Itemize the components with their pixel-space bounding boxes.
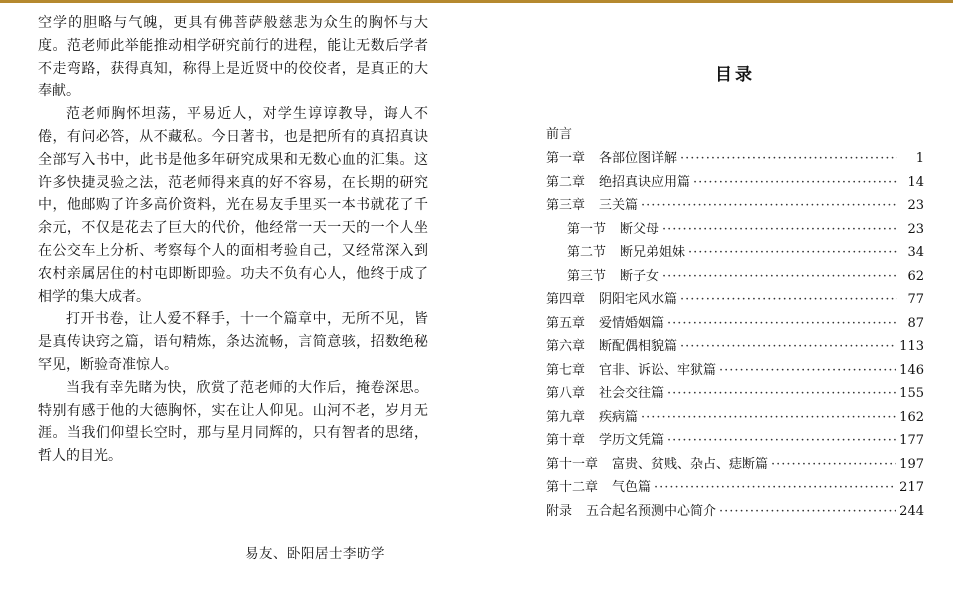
toc-chapter-label: 第四章 [546,292,586,307]
toc-chapter-label: 第三节 [567,268,607,284]
toc-entry-name: 学历文凭篇 [599,433,665,448]
toc-leader-dots [719,504,896,519]
toc-chapter-label: 第十一章 [546,456,599,472]
toc-chapter-label: 第二节 [567,245,607,260]
toc-entry [546,476,924,500]
paragraph-4: 当我有幸先睹为快，欣赏了范老师的大作后，掩卷深思。特别有感于他的大德胸怀，实在让人仰见。山河不老，岁月无涯。当我们仰望长空时，那与星月同辉的，只有智者的思绪，哲人的目光。 [38,379,428,465]
top-border-rule [0,0,953,3]
toc-chapter-label: 第七章 [546,362,586,378]
toc-chapter-label: 附录 [546,503,573,519]
toc-entry [546,194,924,218]
toc-preface: 前言 [546,127,573,142]
toc-leader-dots [680,151,897,166]
right-page [546,60,924,523]
toc-entry [546,500,924,524]
signature: 易友、卧阳居士李昉学 [245,546,385,562]
toc-page-number: 62 [907,268,924,284]
toc-chapter-label: 第十二章 [546,480,599,495]
toc-entry-name: 富贵、贫贱、杂占、痣断篇 [612,456,769,472]
toc-chapter-label: 第九章 [546,409,586,425]
toc-entry [546,382,924,406]
toc-leader-dots [667,386,896,401]
toc-entry-name: 断兄弟姐妹 [620,245,686,260]
toc-list [546,147,924,523]
toc-entry-name: 五合起名预测中心简介 [586,503,717,519]
toc-entry [546,218,924,242]
toc-title: 目录 [715,65,755,85]
toc-entry-name: 三关篇 [599,198,639,213]
toc-entry [546,171,924,195]
toc-entry-name: 断配偶相貌篇 [599,339,678,354]
toc-page-number: 34 [907,245,924,260]
toc-page-number: 146 [899,362,924,378]
toc-entry [546,406,924,430]
toc-page-number: 177 [899,433,924,448]
left-page [38,12,428,468]
toc-leader-dots [662,222,897,237]
paragraph-2: 范老师胸怀坦荡，平易近人，对学生谆谆教导，诲人不倦，有问必答，从不藏私。今日著书，也是把所有的真招真诀全部写入书中，此书是他多年研究成果和无数心血的汇集。这许多快捷灵验之法，范老师得来真的好不容易，在长期的研究中，他邮购了许多高价资料，光在易友手里买一本书就花了千余元，不仅是花去了巨大的代价，他经常一天一天的一个人坐在公交车上分析、考察每个人的面相考验自己，又经常深入到农村亲属居住的村屯即断即验。功夫不负有心人，他终于成了相学的集大成者。 [38,106,428,305]
toc-chapter-label: 第六章 [546,339,586,354]
toc-page-number: 77 [907,292,924,307]
toc-entry [546,147,924,171]
toc-entry-name: 官非、诉讼、牢狱篇 [599,362,717,378]
toc-page-number: 1 [915,151,924,166]
toc-page-number: 23 [907,198,924,213]
toc-page-number: 87 [907,315,924,331]
toc-entry [546,453,924,477]
toc-entry-name: 社会交往篇 [599,386,665,401]
toc-leader-dots [667,433,896,448]
toc-chapter-label: 第十章 [546,433,586,448]
toc-chapter-label: 第一章 [546,151,586,166]
toc-leader-dots [641,410,896,425]
toc-entry-name: 断子女 [620,268,660,284]
toc-entry [546,288,924,312]
toc-leader-dots [719,363,896,378]
toc-entry [546,359,924,383]
toc-leader-dots [662,269,897,284]
toc-entry-name: 各部位图详解 [599,151,678,166]
toc-leader-dots [654,480,896,495]
toc-chapter-label: 第八章 [546,386,586,401]
paragraph-3: 打开书卷，让人爱不释手，十一个篇章中，无所不见，皆是真传诀窍之篇，语句精炼，条达流畅，言简意骇，招数绝秘罕见，断验奇准惊人。 [38,311,428,373]
toc-chapter-label: 第一节 [567,221,607,237]
toc-leader-dots [667,316,897,331]
toc-leader-dots [688,245,897,260]
toc-entry [546,241,924,265]
toc-page-number: 197 [899,456,924,472]
toc-entry [546,429,924,453]
toc-page-number: 23 [907,221,924,237]
paragraph-1: 空学的胆略与气魄，更具有佛菩萨般慈悲为众生的胸怀与大度。范老师此举能推动相学研究前行的进程，能让无数后学者不走弯路，获得真知，称得上是近贤中的佼佼者，是真正的大奉献。 [38,15,428,100]
toc-chapter-label: 第五章 [546,315,586,331]
toc-page-number: 217 [899,480,924,495]
toc-leader-dots [693,175,897,190]
toc-entry [546,312,924,336]
toc-leader-dots [641,198,897,213]
toc-entry-name: 断父母 [620,221,660,237]
toc-page-number: 244 [899,503,924,519]
toc-entry-name: 疾病篇 [599,409,639,425]
toc-entry-name: 阴阳宅风水篇 [599,292,678,307]
toc-entry-name: 爱情婚姻篇 [599,315,665,331]
toc-page-number: 113 [899,339,924,354]
toc-leader-dots [771,457,896,472]
toc-page-number: 155 [899,386,924,401]
toc-entry [546,265,924,289]
toc-page-number: 14 [907,174,924,190]
toc-entry [546,335,924,359]
toc-chapter-label: 第三章 [546,198,586,213]
toc-leader-dots [680,339,896,354]
toc-leader-dots [680,292,897,307]
toc-chapter-label: 第二章 [546,174,586,190]
toc-page-number: 162 [899,409,924,425]
toc-entry-name: 绝招真诀应用篇 [599,174,691,190]
toc-entry-name: 气色篇 [612,480,652,495]
